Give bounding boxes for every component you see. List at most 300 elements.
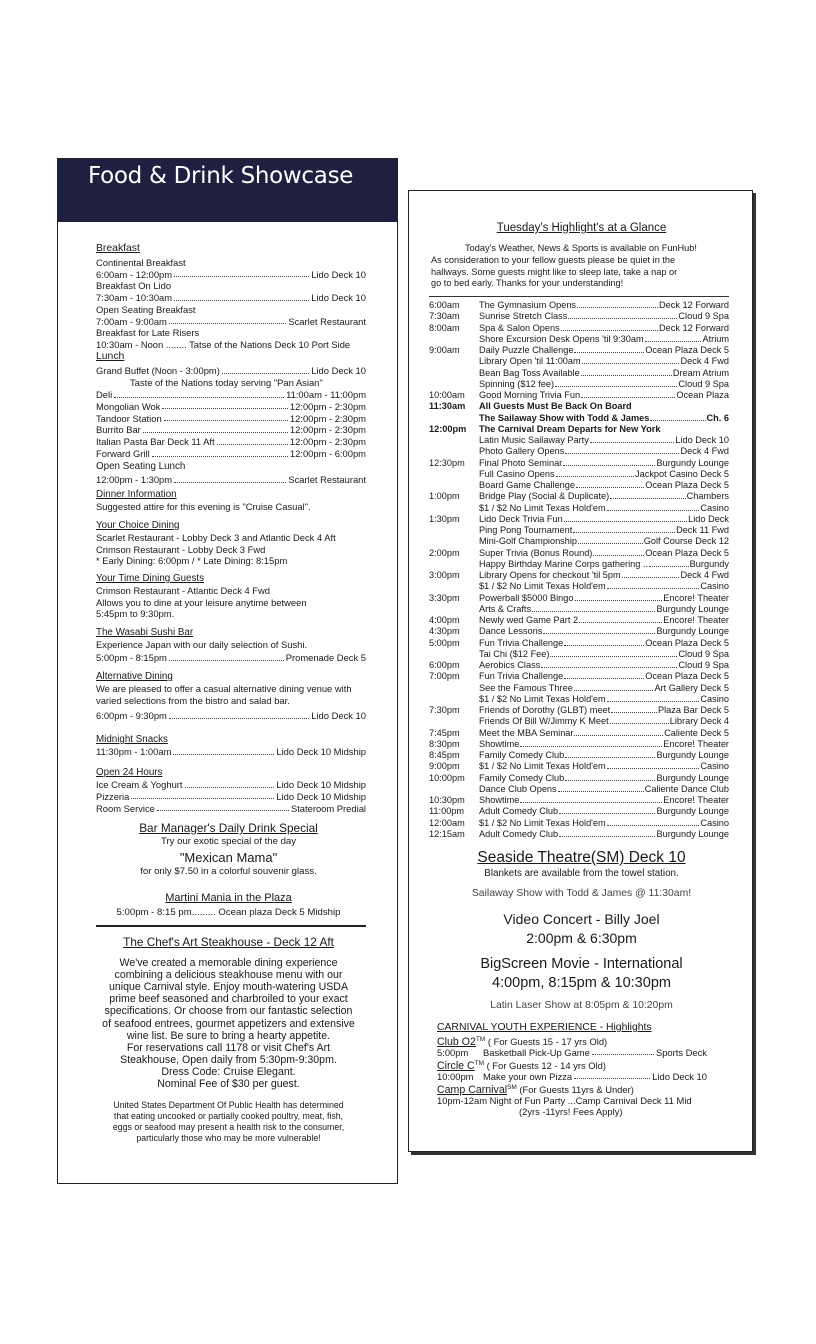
schedule-row — [429, 716, 729, 727]
schedule-location: Golf Course Deck 12 — [643, 536, 729, 547]
schedule-event — [479, 356, 729, 367]
schedule-event — [479, 739, 729, 750]
schedule-row — [429, 536, 729, 547]
lunch-item-value: 12:00pm - 6:00pm — [289, 448, 366, 459]
highlights-panel — [408, 190, 753, 1152]
camp-carnival-note: (2yrs -11yrs! Fees Apply) — [519, 1106, 623, 1117]
schedule-leader — [581, 375, 672, 376]
schedule-leader — [563, 465, 655, 466]
schedule-event-label: Good Morning Trivia Fun — [479, 390, 581, 400]
schedule-row — [429, 638, 729, 649]
schedule-event-label: $1 / $2 No Limit Texas Hold'em — [479, 693, 606, 704]
schedule-row — [429, 469, 729, 480]
schedule-row — [429, 390, 729, 401]
intro-line: Today's Weather, News & Sports is available on FunHub! — [465, 243, 697, 253]
schedule-row — [429, 435, 729, 446]
schedule-event — [479, 671, 729, 682]
schedule-row — [429, 615, 729, 626]
schedule-time — [429, 604, 479, 615]
schedule-time — [429, 649, 479, 660]
schedule-leader — [561, 330, 658, 331]
schedule-row — [429, 323, 729, 334]
martini-heading: Martini Mania in the Plaza — [165, 892, 292, 904]
schedule-leader — [564, 678, 644, 679]
schedule-leader — [578, 543, 643, 544]
schedule-time: 6:00pm — [429, 660, 460, 670]
schedule-location: Cloud 9 Spa — [678, 660, 729, 670]
breakfast-item-label: 7:00am - 9:00am — [96, 315, 167, 327]
club-o2-name: Club O2 — [437, 1036, 476, 1049]
schedule-leader — [565, 757, 655, 758]
schedule-row — [429, 705, 729, 716]
schedule-time: 12:15am — [429, 828, 465, 839]
schedule-location: Caliente Deck 5 — [664, 727, 729, 738]
open24-item — [96, 779, 366, 791]
breakfast-item-leader — [174, 300, 309, 301]
lunch-item-label: Forward Grill — [96, 448, 150, 459]
schedule-time: 4:30pm — [429, 626, 460, 637]
schedule-event-label: The Sailaway Show with Todd & James — [479, 412, 650, 423]
schedule-event — [479, 818, 729, 829]
schedule-event — [479, 345, 729, 356]
schedule-row — [429, 446, 729, 457]
schedule-row — [429, 671, 729, 682]
breakfast-item — [96, 269, 366, 281]
schedule-location: Burgundy Lounge — [656, 457, 729, 468]
schedule-event-label: Showtime — [479, 795, 520, 805]
schedule-location: Lido Deck 10 — [675, 435, 729, 445]
lunch-heading: Lunch — [96, 351, 125, 362]
club-o2 — [437, 1034, 729, 1048]
dinner-info-text: Suggested attire for this evening is "Cruise Casual". — [96, 501, 311, 512]
your-time-heading: Your Time Dining Guests — [96, 573, 204, 584]
schedule-location: Cloud 9 Spa — [678, 648, 729, 659]
schedule-location: Casino — [700, 817, 729, 828]
breakfast-item-label: 6:00am - 12:00pm — [96, 268, 173, 280]
schedule-time: 1:30pm — [429, 513, 460, 524]
schedule-time: 2:00pm — [429, 547, 460, 558]
schedule-location: Plaza Bar Deck 5 — [658, 705, 729, 715]
open24-item-leader — [185, 787, 275, 788]
schedule-event-label: Bean Bag Toss Available — [479, 367, 580, 378]
schedule-time: 7:30pm — [429, 705, 460, 715]
schedule-row — [429, 458, 729, 469]
schedule-location: Ocean Plaza Deck 5 — [645, 671, 729, 682]
schedule-event — [479, 300, 729, 311]
schedule-event — [479, 446, 729, 457]
schedule-time: 11:30am — [429, 401, 466, 412]
wasabi-heading: The Wasabi Sushi Bar — [96, 627, 194, 638]
open24-item-leader — [157, 810, 289, 811]
schedule-location: Chambers — [686, 491, 729, 502]
schedule-leader — [611, 712, 657, 713]
schedule-row — [429, 660, 729, 671]
schedule-time: 5:00pm — [429, 637, 460, 648]
schedule-row — [429, 694, 729, 705]
seaside-theatre-heading: Seaside Theatre(SM) Deck 10 — [477, 849, 686, 866]
schedule-leader — [582, 363, 680, 364]
schedule-location: Burgundy Lounge — [656, 626, 729, 637]
camp-carnival-ages: (For Guests 11yrs & Under) — [516, 1084, 634, 1096]
schedule-event-label: Spa & Salon Opens — [479, 322, 560, 333]
schedule-time — [429, 536, 479, 547]
schedule-location: Caliente Dance Club — [644, 783, 729, 794]
schedule-event-label: The Gymnasium Opens — [479, 300, 577, 310]
schedule-time: 9:00am — [429, 345, 460, 355]
schedule-location: Ocean Plaza — [676, 390, 729, 400]
open24-heading: Open 24 Hours — [96, 767, 163, 778]
schedule-event-label: $1 / $2 No Limit Texas Hold'em — [479, 581, 606, 592]
health-warning-line: that eating uncooked or partially cooked poultry, meat, fish, — [113, 1111, 344, 1122]
schedule-event-label: See the Famous Three — [479, 682, 573, 693]
open24-item-value: Lido Deck 10 Midship — [276, 779, 366, 790]
chef-line: of seafood entrees, gourmet appetizers and extensive — [102, 1017, 355, 1030]
schedule-event-label: All Guests Must Be Back On Board — [479, 401, 632, 412]
schedule-event-label: Showtime — [479, 738, 520, 749]
schedule-event — [479, 728, 729, 739]
schedule-leader — [520, 746, 662, 747]
schedule-event — [479, 649, 729, 660]
circle-c — [437, 1058, 729, 1072]
breakfast-item-label: 7:30am - 10:30am — [96, 292, 173, 304]
schedule-location: Deck 12 Forward — [659, 322, 729, 333]
movie-times: 4:00pm, 8:15pm & 10:30pm — [492, 975, 671, 991]
schedule-time — [429, 581, 479, 592]
midnight-hours-leader — [173, 754, 274, 755]
schedule-leader — [541, 667, 677, 668]
open-seating-lunch-heading: Open Seating Lunch — [96, 461, 186, 472]
schedule-location: Cloud 9 Spa — [678, 378, 729, 389]
lunch-item-value: 12:00pm - 2:30pm — [289, 412, 366, 424]
circle-c-event-label: Make your own Pizza — [483, 1071, 573, 1082]
schedule-time: 9:00pm — [429, 761, 460, 772]
lunch-item-label: Mongolian Wok — [96, 400, 161, 412]
schedule-row — [429, 368, 729, 379]
chef-heading: The Chef's Art Steakhouse - Deck 12 Aft — [123, 935, 334, 949]
video-concert-times: 2:00pm & 6:30pm — [526, 930, 637, 946]
movie-title: BigScreen Movie - International — [480, 956, 683, 972]
schedule-leader — [565, 453, 679, 454]
schedule-location: Encore! Theater — [663, 738, 729, 749]
camp-carnival — [437, 1082, 729, 1096]
chef-line: combining a delicious steakhouse menu with our — [114, 969, 343, 982]
schedule-row — [429, 570, 729, 581]
schedule-leader — [650, 420, 705, 421]
lunch-item-value: 12:00pm - 2:30pm — [289, 424, 366, 436]
chef-line: wine list. Be sure to bring a hearty appetite. — [126, 1029, 331, 1042]
schedule-time — [429, 503, 479, 514]
schedule-time — [429, 435, 479, 446]
schedule-event-label: Board Game Challenge — [479, 480, 576, 490]
dinner-info-heading: Dinner Information — [96, 489, 177, 500]
schedule-leader — [607, 825, 700, 826]
schedule-time — [429, 694, 479, 705]
open24-item — [96, 803, 366, 815]
schedule-event-label: Super Trivia (Bonus Round) — [479, 547, 593, 558]
health-warning-line: United States Department Of Public Health has determined — [113, 1100, 344, 1110]
schedule-time: 10:00pm — [429, 772, 465, 783]
schedule-event — [479, 548, 729, 559]
grand-buffet — [96, 365, 366, 377]
schedule-location: Lido Deck — [688, 513, 729, 524]
breakfast-item: Continental Breakfast — [96, 257, 186, 268]
alternative-hours-label: 6:00pm - 9:30pm — [96, 710, 167, 721]
schedule-location: Casino — [700, 761, 729, 772]
camp-carnival-mark: SM — [507, 1084, 517, 1091]
schedule-event-label: Aerobics Class — [479, 660, 541, 670]
open24-item-label: Ice Cream & Yoghurt — [96, 779, 183, 790]
lunch-item — [96, 424, 366, 436]
bar-special-drink: "Mexican Mama" — [179, 850, 278, 865]
grand-buffet-leader — [222, 373, 309, 374]
schedule-row — [429, 581, 729, 592]
schedule-leader — [576, 487, 644, 488]
schedule-event-label: Friends of Dorothy (GLBT) meet — [479, 705, 611, 715]
schedule-event — [479, 683, 729, 694]
schedule-event — [479, 503, 729, 514]
circle-c-ages: ( For Guests 12 - 14 yrs Old) — [484, 1060, 606, 1072]
schedule-location: Deck 12 Forward — [659, 300, 729, 310]
schedule-event-label: Latin Music Sailaway Party — [479, 435, 589, 445]
schedule-row — [429, 334, 729, 345]
schedule-event — [479, 401, 729, 412]
club-o2-ages: ( For Guests 15 - 17 yrs Old) — [485, 1036, 608, 1048]
schedule-row — [429, 626, 729, 637]
schedule-leader — [579, 622, 662, 623]
schedule-time — [429, 525, 479, 536]
schedule-event — [479, 705, 729, 716]
schedule-leader — [574, 690, 654, 691]
schedule-time: 10:00am — [429, 390, 465, 400]
chef-line: Dress Code: Cruise Elegant. — [161, 1065, 296, 1078]
club-o2-event-value: Sports Deck — [655, 1047, 707, 1058]
schedule-event — [479, 773, 729, 784]
lunch-item — [96, 436, 366, 448]
schedule-leader — [590, 442, 675, 443]
schedule-event — [479, 413, 729, 424]
schedule-location: Encore! Theater — [663, 615, 729, 625]
breakfast-item-value: Lido Deck 10 — [311, 292, 366, 304]
schedule-event-label: Fun Trivia Challenge — [479, 637, 564, 648]
schedule-location: Burgundy — [689, 558, 729, 569]
schedule-event — [479, 761, 729, 772]
schedule-event-label: The Carnival Dream Departs for New York — [479, 423, 661, 434]
schedule-time: 3:00pm — [429, 570, 460, 580]
schedule-location: Encore! Theater — [663, 795, 729, 805]
schedule-row — [429, 806, 729, 817]
schedule-leader — [622, 577, 680, 578]
schedule-event — [479, 480, 729, 491]
schedule-row — [429, 604, 729, 615]
schedule-event-label: Full Casino Opens — [479, 468, 555, 479]
schedule-row — [429, 413, 729, 424]
chef-line: For reservations call 1178 or visit Chef's Art — [126, 1041, 331, 1054]
alternative-hours-value: Lido Deck 10 — [311, 710, 366, 721]
laser-show: Latin Laser Show at 8:05pm & 10:20pm — [490, 1000, 673, 1011]
lunch-item-label: Italian Pasta Bar Deck 11 Aft — [96, 436, 215, 448]
chef-line: We've created a memorable dining experience — [119, 957, 338, 969]
schedule-event-label: Arts & Crafts — [479, 603, 532, 614]
circle-c-name: Circle C — [437, 1060, 475, 1073]
schedule-leader — [649, 566, 689, 567]
schedule-row — [429, 300, 729, 311]
schedule-leader — [593, 555, 644, 556]
schedule-location: Ch. 6 — [706, 412, 729, 423]
taste-of-nations: Taste of the Nations today serving "Pan Asian" — [130, 377, 323, 388]
schedule-event — [479, 311, 729, 322]
bar-special-price: for only $7.50 in a colorful souvenir glass. — [140, 866, 317, 877]
schedule-location: Dream Atrium — [672, 367, 729, 378]
midnight-hours-value: Lido Deck 10 Midship — [276, 746, 366, 757]
schedule-event — [479, 593, 729, 604]
bar-special-sub: Try our exotic special of the day — [160, 836, 297, 847]
breakfast-item: Breakfast for Late Risers — [96, 327, 200, 339]
schedule-leader — [574, 352, 644, 353]
schedule-event — [479, 716, 729, 727]
breakfast-item: 10:30am - Noon ........ Tatse of the Nations Deck 10 Port Side — [96, 338, 351, 350]
schedule-event — [479, 806, 729, 817]
schedule-event — [479, 750, 729, 761]
schedule-event-label: Bridge Play (Social & Duplicate) — [479, 491, 610, 502]
open-seating-lunch-leader — [174, 482, 286, 483]
schedule-location: Deck 4 Fwd — [680, 570, 729, 580]
breakfast-item: Open Seating Breakfast — [96, 303, 196, 315]
schedule-row — [429, 683, 729, 694]
schedule-event-label: Family Comedy Club — [479, 772, 565, 783]
schedule-event — [479, 379, 729, 390]
circle-c-mark: TM — [474, 1060, 485, 1067]
video-concert-title: Video Concert - Billy Joel — [503, 911, 660, 927]
schedule-leader — [607, 510, 700, 511]
schedule-event-label: Daily Puzzle Challenge — [479, 345, 574, 355]
schedule-event-label: Friends Of Bill W/Jimmy K Meet — [479, 716, 609, 727]
schedule-time: 10:30pm — [429, 795, 465, 805]
lunch-item-value: 12:00pm - 2:30pm — [289, 436, 366, 448]
circle-c-event-value: Lido Deck 10 — [652, 1071, 707, 1082]
schedule-event-label: Photo Gallery Opens — [479, 446, 565, 457]
schedule-location: Ocean Plaza Deck 5 — [645, 637, 729, 648]
schedule-location: Jackpot Casino Deck 5 — [635, 468, 729, 479]
schedule-event — [479, 368, 729, 379]
schedule-leader — [574, 735, 663, 736]
food-drink-panel — [57, 158, 398, 1184]
alternative-hours-leader — [169, 718, 309, 719]
breakfast-heading: Breakfast — [96, 243, 140, 254]
schedule-time: 8:30pm — [429, 738, 460, 749]
schedule-leader — [532, 611, 655, 612]
schedule-time — [429, 559, 479, 570]
grand-buffet-value: Lido Deck 10 — [311, 365, 366, 376]
schedule-location: Burgundy Lounge — [656, 750, 729, 760]
schedule-time — [429, 368, 479, 379]
schedule-location: Deck 11 Fwd — [676, 525, 729, 535]
schedule-time — [429, 413, 479, 424]
schedule-event — [479, 694, 729, 705]
schedule-event — [479, 435, 729, 446]
schedule-leader — [568, 318, 677, 319]
open24-item-label: Pizzeria — [96, 790, 130, 802]
club-o2-event-time: 5:00pm — [437, 1047, 469, 1058]
schedule-event-label: Mini-Golf Championship — [479, 536, 578, 547]
blankets-note: Blankets are available from the towel station. — [484, 868, 679, 879]
schedule-leader — [555, 386, 677, 387]
lunch-item — [96, 389, 366, 401]
alternative-hours — [96, 710, 366, 722]
schedule-event-label: Happy Birthday Marine Corps gathering .. — [479, 558, 649, 569]
lunch-item-leader — [114, 397, 284, 398]
schedule-row — [429, 773, 729, 784]
schedule-row — [429, 750, 729, 761]
schedule-row — [429, 424, 729, 435]
schedule-event-label: $1 / $2 No Limit Texas Hold'em — [479, 817, 606, 828]
circle-c-event — [437, 1071, 707, 1082]
lunch-item-leader — [152, 456, 288, 457]
schedule-event-label: Library Opens for checkout 'til 5pm — [479, 570, 621, 580]
schedule-row — [429, 491, 729, 502]
schedule-time — [429, 480, 479, 491]
schedule-event — [479, 458, 729, 469]
schedule-location: Art Gallery Deck 5 — [654, 682, 729, 693]
highlights-title: Tuesday's Highlight's at a Glance — [496, 222, 667, 234]
schedule-location: Ocean Plaza Deck 5 — [645, 547, 729, 558]
schedule-time: 6:00am — [429, 300, 460, 310]
schedule-location: Ocean Plaza Deck 5 — [645, 480, 729, 490]
schedule-event-label: Spinning ($12 fee) — [479, 378, 555, 389]
schedule-leader — [556, 476, 634, 477]
open24-item — [96, 791, 366, 803]
open24-item-leader — [131, 798, 274, 799]
schedule-leader — [558, 791, 644, 792]
schedule-time — [429, 716, 479, 727]
schedule-event — [479, 323, 729, 334]
lunch-item — [96, 413, 366, 425]
chef-line: unique Carnival style. Enjoy mouth-watering USDA — [108, 981, 349, 994]
schedule-leader — [607, 701, 700, 702]
schedule-event — [479, 334, 729, 345]
wasabi-hours-value: Promenade Deck 5 — [285, 652, 366, 663]
schedule-leader — [559, 813, 655, 814]
schedule-event — [479, 514, 729, 525]
breakfast-item-leader — [174, 276, 309, 277]
schedule-location: Casino — [700, 693, 729, 704]
schedule-row — [429, 345, 729, 356]
schedule-leader — [581, 397, 675, 398]
schedule-row — [429, 649, 729, 660]
schedule-event — [479, 536, 729, 547]
schedule-event-label: Dance Lessons — [479, 626, 543, 637]
schedule-leader — [607, 768, 700, 769]
schedule-row — [429, 514, 729, 525]
your-time-line: 5:45pm to 9:30pm. — [96, 608, 175, 620]
schedule-row — [429, 548, 729, 559]
schedule-row — [429, 311, 729, 322]
wasabi-hours — [96, 652, 366, 664]
schedule-time: 12:00pm — [429, 423, 467, 434]
chef-line: Steakhouse, Open daily from 5:30pm-9:30pm. — [120, 1053, 337, 1066]
schedule-leader — [607, 588, 700, 589]
camp-carnival-event: 10pm-12am Night of Fun Party ...Camp Carnival Deck 11 Mid — [437, 1095, 692, 1106]
open24-item-value: Stateroom Predial — [290, 802, 366, 814]
schedule-time — [429, 334, 479, 345]
schedule-time — [429, 356, 479, 367]
breakfast-item — [96, 292, 366, 304]
schedule-time: 7:45pm — [429, 727, 460, 738]
schedule-event-label: Shore Excursion Desk Opens 'til 9:30am — [479, 333, 644, 344]
breakfast-item: Breakfast On Lido — [96, 280, 172, 292]
schedule-event — [479, 424, 729, 435]
schedule-row — [429, 379, 729, 390]
circle-c-event-leader — [574, 1078, 650, 1079]
